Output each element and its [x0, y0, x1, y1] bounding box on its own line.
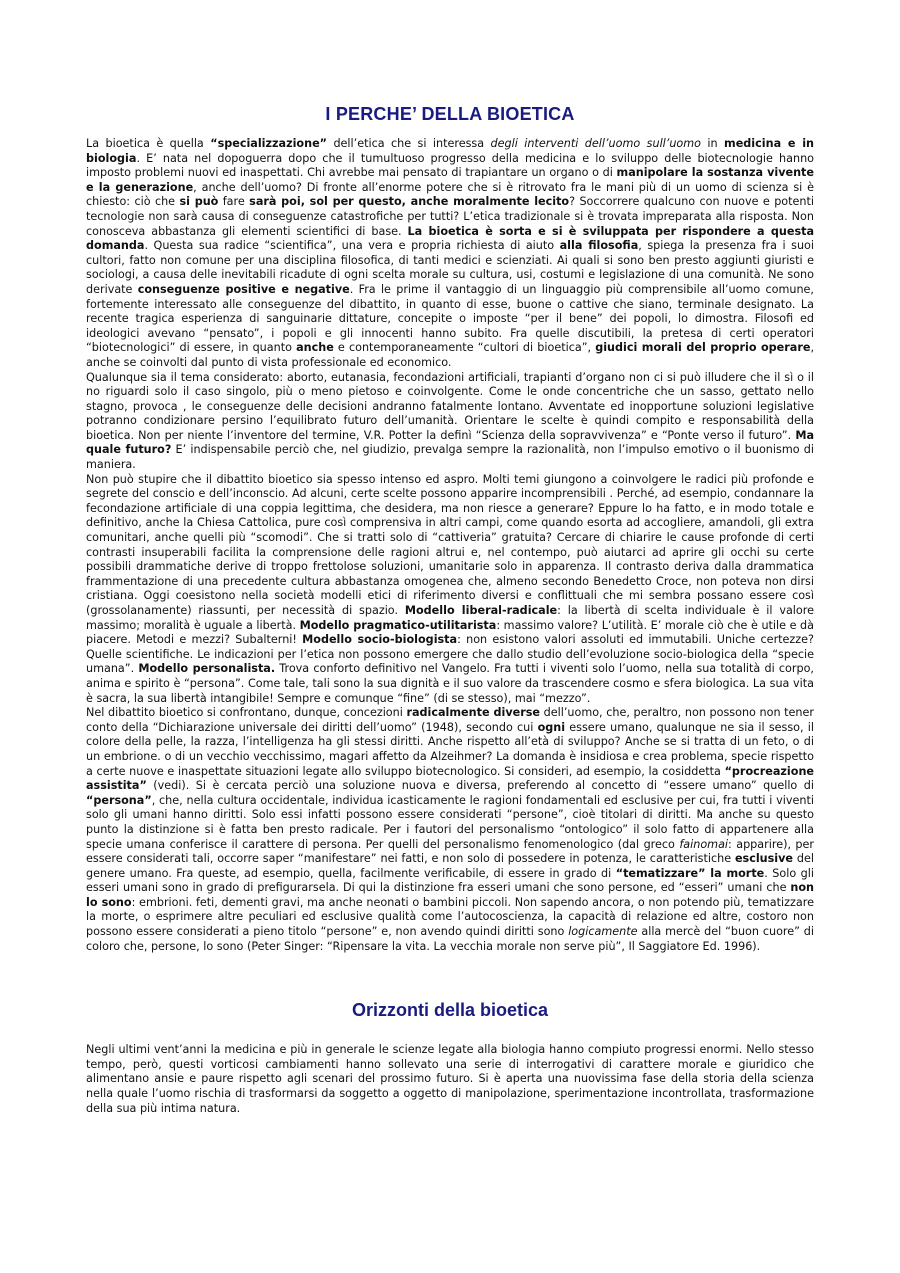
- bold-text: anche: [296, 341, 334, 355]
- text-run: . Solo gli esseri umani sono in grado di prefigurarsela. Di qui la distinzione fra esseri umani che sono persone, ed “esseri” umani che: [86, 866, 814, 895]
- text-run: . Fra le prime il vantaggio di un linguaggio più comprensibile all’uomo comune, fortemente interessato alle conseguenze del dibattito, in quanto di esse, buone o cattive che siano, terminale designato. La recente tragica esperienza di sanguinarie dittature, concepite o imposte “per il bene” dei popoli, lo dimostra. Filosofi ed ideologici avevano “pensato”, i popoli e gli innocenti hanno subito. Fra quelle discutibili, la pretesa di certi operatori “biotecnologici” di essere, in quanto: [86, 282, 814, 355]
- bold-text: Modello personalista.: [138, 662, 276, 676]
- bold-text: Modello liberal-radicale: [404, 604, 558, 617]
- bold-text: manipolare la sostanza vivente e la generazione: [86, 166, 814, 194]
- text-run: : massimo valore? L’utilità. E’ morale ciò che è utile e dà piacere. Metodi e mezzi? Subalterni!: [86, 618, 814, 647]
- text-run: , anche se coinvolti dal punto di vista professionale ed economico.: [86, 341, 814, 369]
- bold-text: esclusive: [734, 852, 794, 866]
- text-run: alla mercè del “buon cuore” di coloro che, persone, lo sono (Peter Singer: “Ripensare la vita. La vecchia morale non serve più”, Il Saggiatore Ed. 1996).: [86, 925, 815, 953]
- italic-text: degli interventi dell’uomo sull’uomo: [490, 137, 702, 150]
- bold-text: radicalmente diverse: [406, 706, 540, 720]
- text-run: La bioetica è quella: [86, 137, 211, 150]
- paragraph-3: [86, 473, 814, 707]
- paragraph-5: [86, 1043, 814, 1116]
- text-run: ? Soccorrere qualcuno con nuove e potenti tecnologie non sarà causa di conseguenze catastrofiche per tutti? L’etica tradizionale si è trovata impreparata alla risposta. Non conosceva abbastanza gli elementi scientifici di base.: [86, 195, 814, 238]
- text-run: Trova conforto definitivo nel Vangelo. Fra tutti i viventi solo l’uomo, nella sua totalità di corpo, anima e spirito è “persona”. Come tale, tali sono la sua dignità e il suo valore da trascendere cosmo e sfera biologica. La sua vita è sacra, la sua libertà intangibile! Sempre e comunque “fine” (di se stesso), mai “mezzo”.: [86, 662, 814, 705]
- bold-text: ogni: [537, 720, 566, 734]
- text-run: dell’uomo, che, peraltro, non possono non tener conto della “Dichiarazione universale dei diritti dell’uomo” (1948), secondo cui: [86, 706, 814, 734]
- bold-text: si può: [179, 195, 219, 209]
- text-run: : embrioni. feti, dementi gravi, ma anche neonati o bambini piccoli. Non sapendo ancora, o non potendo più, tematizzare la morte, o esprimere altre peculiari ed esclusive qualità come l’autocoscienza, la capacità di relazione ed altre, costoro non possono essere considerati a pieno titolo “persone” e, non avendo quindi diritti sono: [86, 895, 814, 939]
- bold-text: La bioetica è sorta e si è sviluppata per rispondere a questa domanda: [86, 224, 814, 253]
- bold-text: “specializzazione”: [210, 137, 328, 150]
- bold-text: conseguenze positive e negative: [137, 282, 350, 296]
- bold-text: alla filosofia: [559, 239, 639, 253]
- text-run: Negli ultimi vent’anni la medicina e più in generale le scienze legate alla biologia hanno compiuto progressi enormi. Nello stesso tempo, però, questi vorticosi cambiamenti hanno sollevato una serie di interrogativi di carattere morale e giuridico che alimentano ansie e paure rispetto agli scenari del prossimo futuro. Si è aperta una nuovissima fase della storia della scienza nella quale l’uomo rischia di trasformarsi da soggetto a oggetto di manipolazione, sperimentazione incontrollata, trasformazione della sua più intima natura.: [86, 1043, 814, 1115]
- text-run: Nel dibattito bioetico si confrontano, dunque, concezioni: [86, 706, 407, 720]
- bold-text: “tematizzare” la morte: [615, 866, 765, 880]
- text-run: essere umano, qualunque ne sia il sesso, il colore della pelle, la razza, l’intelligenza ha gli stessi diritti. Anche rispetto all’età di sviluppo? Anche se si tratta di un feto, o di un embrione. o di un vecchio vecchissimo, magari affetto da Alzeihmer? La domanda è insidiosa e crea problema, specie rispetto a certe nuove e inaspettate situazioni legate allo sviluppo biotecnologico. Si consideri, ad esempio, la cosiddetta: [86, 720, 814, 778]
- italic-text: fainomai: [679, 837, 729, 851]
- text-run: fare: [218, 195, 250, 209]
- text-run: dell’etica che si interessa: [327, 137, 491, 150]
- section-title-bioetica: I PERCHE’ DELLA BIOETICA: [325, 104, 575, 124]
- text-run: , spiega la presenza fra i suoi cultori, fatto non comune per una disciplina filosofica, di tanti medici e scienziati. Ai quali si sono ben presto aggiunti giuristi e sociologi, a causa delle inevitabili ricadute di ogni scelta morale su cultura, usi, costumi e legislazione di una comunità. Ne sono derivate: [86, 239, 814, 296]
- text-run: , anche dell’uomo? Di fronte all’enorme potere che si è ritrovato fra le mani più di un uomo di scienza si è chiesto: ciò che: [86, 180, 814, 209]
- section-title-orizzonti: Orizzonti della bioetica: [351, 1000, 549, 1021]
- text-run: e contemporaneamente “cultori di bioetica”,: [333, 341, 596, 355]
- text-run: . Questa sua radice “scientifica”, una vera e propria richiesta di aiuto: [144, 239, 560, 253]
- italic-text: logicamente: [568, 925, 638, 939]
- bold-text: Modello socio-biologista: [302, 633, 458, 647]
- bold-text: giudici morali del proprio operare: [595, 341, 811, 355]
- text-run: (vedi). Si è cercata perciò una soluzione nuova e diversa, preferendo al concetto di “essere umano” quello di: [146, 779, 814, 793]
- bold-text: non lo sono: [86, 881, 814, 909]
- text-run: : la libertà di scelta individuale è il valore massimo; moralità è uguale a libertà.: [86, 604, 814, 632]
- bold-text: “persona”: [86, 793, 152, 807]
- text-run: Qualunque sia il tema considerato: aborto, eutanasia, fecondazioni artificiali, trapianti d’organo non ci si può illudere che il sì o il no riguardi solo il caso singolo, più o meno pietoso e coinvolgente. Come le onde concentriche che un sasso, gettato nello stagno, provoca , le conseguenze delle decisioni andranno fatalmente lontano. Avventate ed inopportune soluzioni legislative potranno condizionare persino l’equilibrato futuro dell’umanità. Orientare le scelte è quindi compito e responsabilità della bioetica. Non per niente l’inventore del termine, V.R. Potter la definì “Scienza della sopravvivenza” e “Ponte verso il futuro”.: [86, 370, 814, 442]
- paragraph-1: [86, 137, 814, 371]
- text-run: : apparire), per essere considerati tali, occorre saper “manifestare” nei fatti, e non solo di possedere in potenza, le caratteristiche: [86, 837, 814, 866]
- text-run: . E’ nata nel dopoguerra dopo che il tumultuoso progresso della medicina e lo sviluppo delle biotecnologie hanno imposto problemi nuovi ed inaspettati. Chi avrebbe mai pensato di trapiantare un organo o di: [86, 151, 814, 180]
- paragraph-4: [86, 706, 814, 954]
- text-run: Non può stupire che il dibattito bioetico sia spesso intenso ed aspro. Molti temi giungono a coinvolgere le radici più profonde e segrete del conscio e dell’inconscio. Ad alcuni, certe scelte possono apparire incomprensibili . Perché, ad esempio, condannare la fecondazione artificiale di una coppia legittima, che desidera, ma non riesce a generare? Eppure lo ha fatto, e in modo totale e definitivo, anche la Chiesa Cattolica, pure così comprensiva in altri campi, come quando esorta ad accogliere, amandoli, gli extra comunitari, anche quelli più “scomodi”. Che si tratti solo di “cattiveria” gratuita? Cercare di chiarire le cause profonde di certi contrasti insuperabili facilita la comprensione delle ragioni altrui e, nel contempo, può aiutarci ad aprire gli occhi su certe possibili drammatiche derive di troppo frettolose soluzioni, umanitarie solo in apparenza. Il contrasto deriva dalla drammatica frammentazione di una precedente cultura abbastanza omogenea che, almeno secondo Benedetto Croce, non poteva non dirsi cristiana. Oggi coesistono nella società modelli etici di riferimento diversi e conflittuali che mi sembra possano essere così (grossolanamente) riassunti, per necessità di spazio.: [86, 472, 814, 617]
- document-page: [86, 104, 814, 1116]
- bold-text: Modello pragmatico-utilitarista: [299, 618, 497, 632]
- bold-text: sarà poi, sol per questo, anche moralmente lecito: [249, 195, 570, 209]
- section-spacer: [86, 954, 814, 1000]
- text-run: E’ indispensabile perciò che, nel giudizio, prevalga sempre la razionalità, non l’impulso emotivo o il buonismo di maniera.: [86, 443, 814, 472]
- bold-text: “procreazione assistita”: [86, 764, 814, 793]
- paragraph-2: [86, 371, 814, 473]
- bold-text: medicina e in biologia: [86, 137, 815, 165]
- text-run: del genere umano. Fra queste, ad esempio, quella, facilmente verificabile, di essere in grado di: [86, 852, 814, 880]
- text-run: in: [701, 137, 725, 150]
- text-run: , che, nella cultura occidentale, individua icasticamente le ragioni fondamentali ed esclusive per cui, fra tutti i viventi solo gli umani hanno diritti. Solo essi infatti possono essere considerati “persone”, cioè titolari di diritti. Ma anche su questo punto la distinzione si è fatta ben presto radicale. Per i fautori del personalismo “ontologico” il solo fatto di appartenere alla specie umana conferisce il carattere di persona. Per quelli del personalismo fenomenologico (dal greco: [86, 793, 814, 851]
- bold-text: Ma quale futuro?: [86, 428, 814, 457]
- text-run: : non esistono valori assoluti ed immutabili. Uniche certezze? Quelle scientifiche. Le indicazioni per l’etica non possono emergere che dallo studio dell’evoluzione socio-biologica della “specie umana”.: [86, 633, 814, 676]
